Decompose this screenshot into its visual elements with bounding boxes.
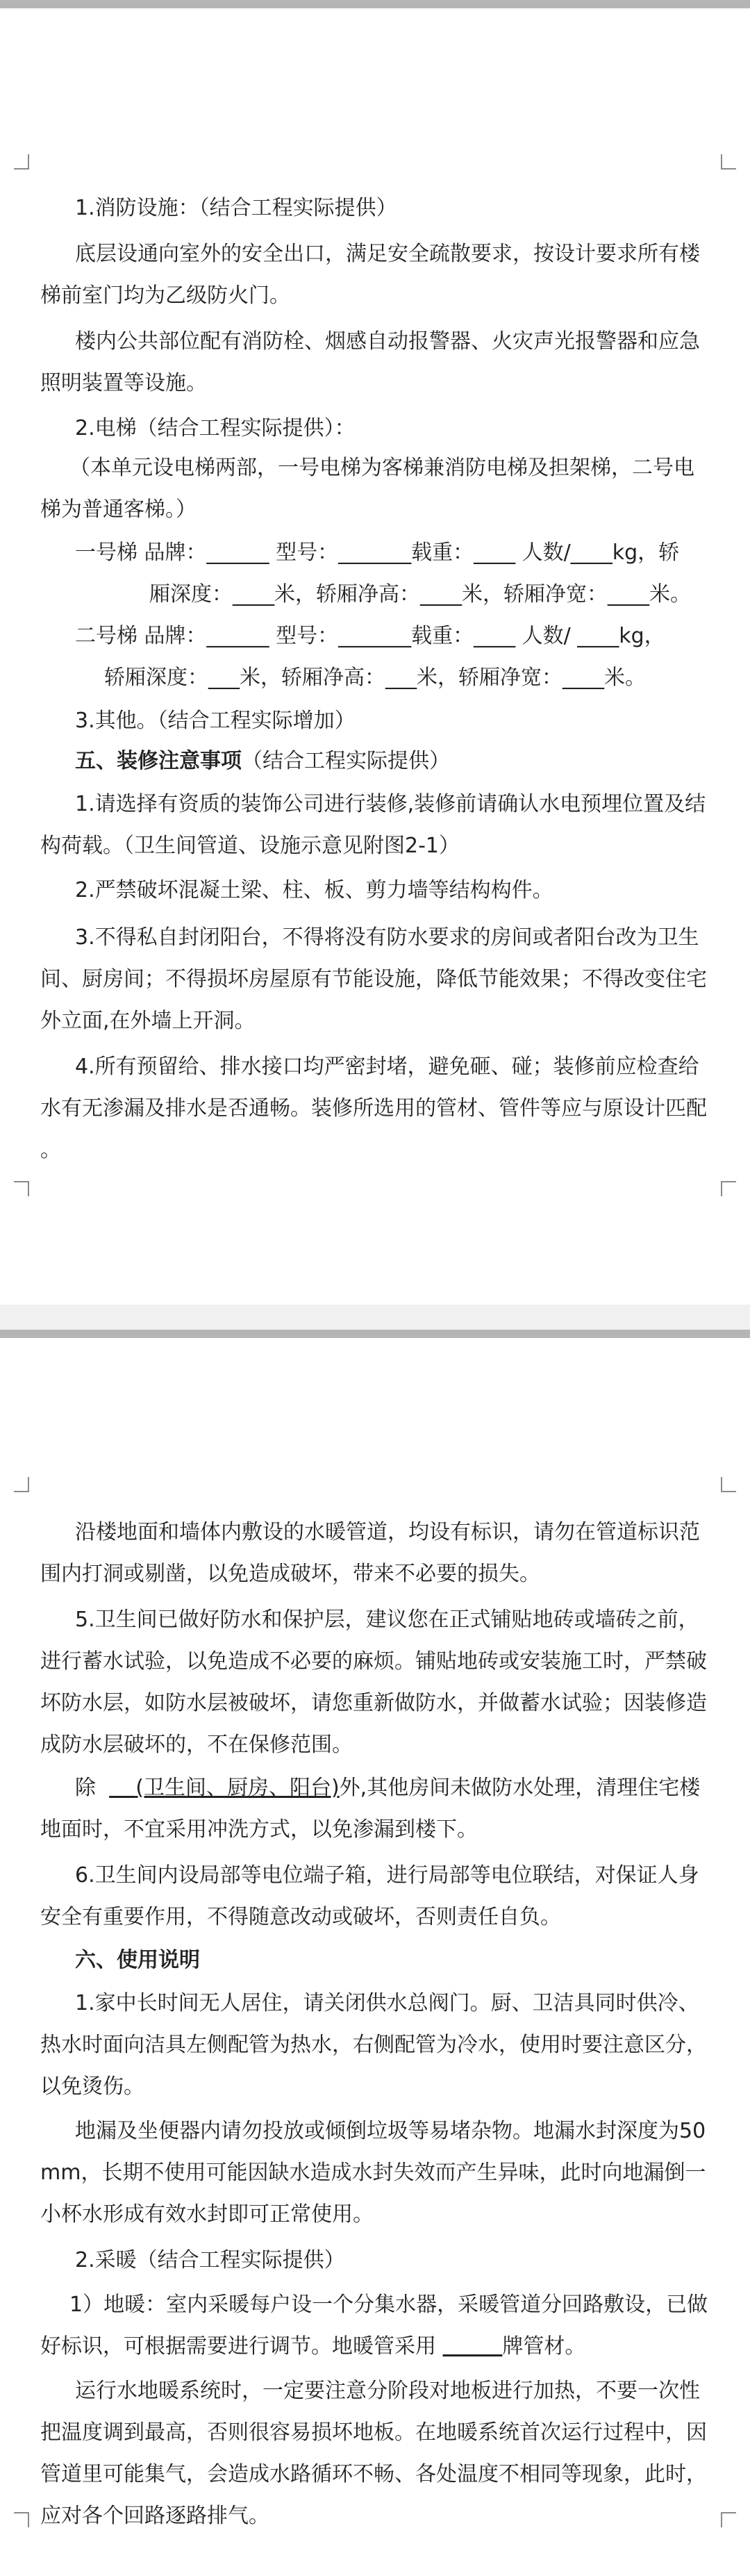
paragraph-line: 应对各个回路逐路排气。 xyxy=(40,2504,269,2528)
corner-mark-icon xyxy=(14,1181,29,1196)
elevator-spec-line: 二号梯 品牌：______ 型号：_______载重：____ 人数/ ____kg， xyxy=(75,624,665,648)
paragraph-line: 把温度调到最高，否则很容易损坏地板。在地暖系统首次运行过程中，因 xyxy=(40,2420,707,2445)
page-gap xyxy=(0,1305,750,1330)
paragraph-line xyxy=(40,2331,750,2362)
paragraph-line: 3.其他。（结合工程实际增加） xyxy=(75,709,356,733)
paragraph-line: 5.卫生间已做好防水和保护层，建议您在正式铺贴地砖或墙砖之前， xyxy=(75,1608,699,1632)
section-title: 2.采暖（结合工程实际提供） xyxy=(75,2248,345,2272)
paragraph-line: 1.家中长时间无人居住，请关闭供水总阀门。厨、卫洁具同时供冷、 xyxy=(75,1991,699,2015)
paragraph-line: 外立面,在外墙上开洞。 xyxy=(40,1009,256,1033)
paragraph-line: 照明装置等设施。 xyxy=(40,371,207,395)
underlined-rooms-text: (卫生间、厨房、阳台) xyxy=(135,1776,340,1800)
paragraph-line: （本单元设电梯两部，一号电梯为客梯兼消防电梯及担架梯，二号电 xyxy=(69,456,694,480)
text-segment: 牌管材。 xyxy=(502,2334,586,2359)
elevator-spec-line: 一号梯 品牌：______ 型号：_______载重：____ 人数/____kg，轿 xyxy=(75,540,680,565)
paragraph-line: 地漏及坐便器内请勿投放或倾倒垃圾等易堵杂物。地漏水封深度为50 xyxy=(75,2119,706,2143)
corner-mark-icon xyxy=(14,1477,29,1492)
chapter-heading: 六、使用说明 xyxy=(75,1948,200,1972)
heading-bold: 五、装修注意事项 xyxy=(75,749,242,773)
corner-mark-icon xyxy=(14,154,29,170)
paragraph-line: 管道里可能集气，会造成水路循环不畅、各处温度不相同等现象，此时， xyxy=(40,2462,707,2486)
paragraph-line: 小杯水形成有效水封即可正常使用。 xyxy=(40,2202,374,2227)
paragraph-line: 2.严禁破坏混凝土梁、柱、板、剪力墙等结构构件。 xyxy=(75,878,553,902)
paragraph-line: 间、厨房间；不得损坏房屋原有节能设施，降低节能效果；不得改变住宅 xyxy=(40,967,707,991)
paragraph-line: 坏防水层，如防水层被破坏，请您重新做防水，并做蓄水试验；因装修造 xyxy=(40,1691,707,1715)
corner-mark-icon xyxy=(721,1477,736,1492)
paragraph-line: 热水时面向洁具左侧配管为热水，右侧配管为冷水，使用时要注意区分， xyxy=(40,2033,707,2057)
section-title: 2.电梯（结合工程实际提供）： xyxy=(75,416,356,440)
paragraph-line: 1）地暖：室内采暖每户设一个分集水器，采暖管道分回路敷设，已做 xyxy=(69,2293,708,2317)
paragraph-line: mm，长期不使用可能因缺水造成水封失效而产生异味，此时向地漏倒一 xyxy=(40,2161,706,2185)
text-segment: 外,其他房间未做防水处理，清理住宅楼 xyxy=(339,1776,701,1800)
paragraph-line: 构荷载。（卫生间管道、设施示意见附图2-1） xyxy=(40,834,460,858)
paragraph-line: 运行水地暖系统时，一定要注意分阶段对地板进行加热，不要一次性 xyxy=(75,2379,700,2403)
paragraph-line: 4.所有预留给、排水接口均严密封堵，避免砸、碰；装修前应检查给 xyxy=(75,1055,699,1079)
paragraph-line: 3.不得私自封闭阳台，不得将没有防水要求的房间或者阳台改为卫生 xyxy=(75,925,699,950)
paragraph-line: 6.卫生间内设局部等电位端子箱，进行局部等电位联结，对保证人身 xyxy=(75,1863,699,1888)
paragraph-line: 。 xyxy=(40,1138,61,1162)
section-title: 1.消防设施：（结合工程实际提供） xyxy=(75,196,397,220)
page-top-bar xyxy=(0,1330,750,1338)
document-page-1 xyxy=(0,8,750,1305)
paragraph-line: 成防水层破坏的，不在保修范围。 xyxy=(40,1733,353,1757)
paragraph-line: 地面时，不宜采用冲洗方式，以免渗漏到楼下。 xyxy=(40,1817,478,1842)
paragraph-line: 沿楼地面和墙体内敷设的水暖管道，均设有标识，请勿在管道标识范 xyxy=(75,1520,700,1544)
elevator-spec-line: 厢深度：____米，轿厢净高：____米，轿厢净宽：____米。 xyxy=(149,582,691,606)
brand-blank xyxy=(443,2334,503,2359)
document-page-2 xyxy=(0,1338,750,2576)
paragraph-line: 楼内公共部位配有消防栓、烟感自动报警器、火灾声光报警器和应急 xyxy=(75,329,700,354)
paragraph-line: 安全有重要作用，不得随意改动或破坏，否则责任自负。 xyxy=(40,1905,561,1929)
paragraph-line xyxy=(75,1773,750,1803)
paragraph-line: 围内打洞或剔凿，以免造成破坏，带来不必要的损失。 xyxy=(40,1562,540,1586)
heading-note: （结合工程实际提供） xyxy=(242,749,450,773)
chapter-heading xyxy=(75,746,750,777)
underlined-rooms xyxy=(109,1776,340,1800)
paragraph-line: 1.请选择有资质的装饰公司进行装修,装修前请确认水电预埋位置及结 xyxy=(75,792,706,816)
elevator-spec-line: 轿厢深度：___米，轿厢净高：___米，轿厢净宽：____米。 xyxy=(104,666,646,690)
paragraph-line: 梯为普通客梯。） xyxy=(40,497,197,522)
corner-mark-icon xyxy=(721,1181,736,1196)
paragraph-line: 以免烫伤。 xyxy=(40,2074,144,2099)
text-segment: 好标识，可根据需要进行调节。地暖管采用 xyxy=(40,2334,436,2359)
corner-mark-icon xyxy=(721,154,736,170)
paragraph-line: 水有无渗漏及排水是否通畅。装修所选用的管材、管件等应与原设计匹配 xyxy=(40,1096,707,1121)
paragraph-line: 进行蓄水试验，以免造成不必要的麻烦。铺贴地砖或安装施工时，严禁破 xyxy=(40,1649,707,1674)
corner-mark-icon xyxy=(14,2512,29,2527)
paragraph-line: 底层设通向室外的安全出口，满足安全疏散要求，按设计要求所有楼 xyxy=(75,242,700,266)
text-segment: 除 xyxy=(75,1776,96,1800)
page-top-bar xyxy=(0,0,750,8)
paragraph-line: 梯前室门均为乙级防火门。 xyxy=(40,283,290,308)
